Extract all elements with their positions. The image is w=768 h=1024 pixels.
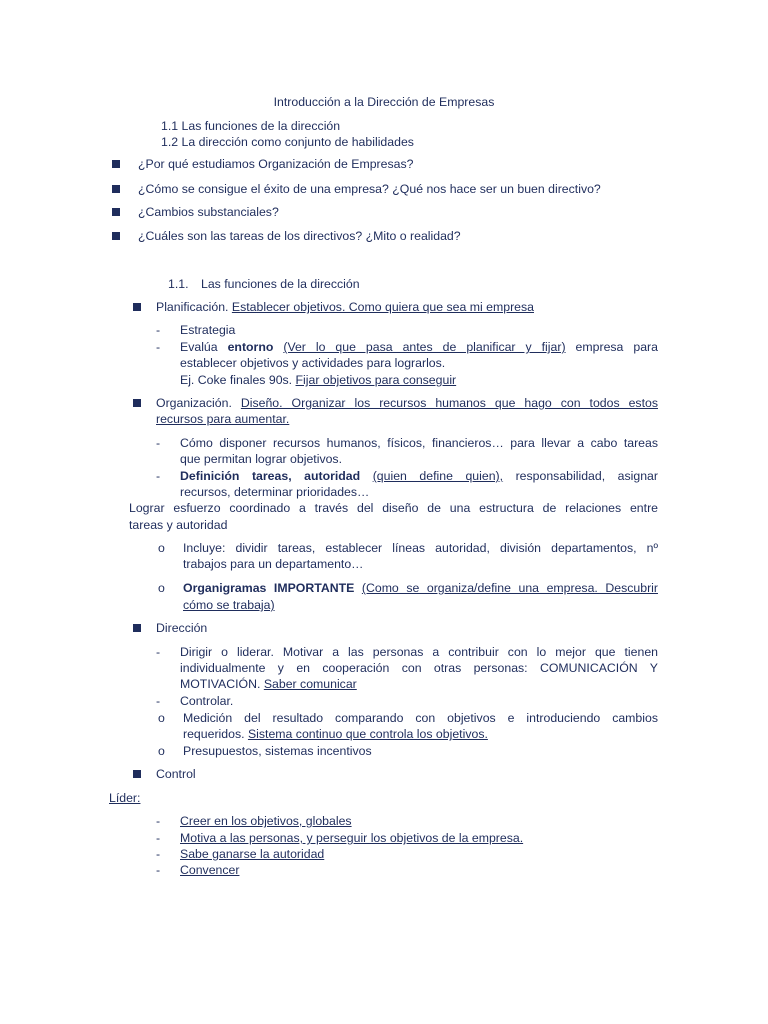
example-underlined: Fijar objetivos para conseguir [295, 373, 457, 387]
example-pre: Ej. Coke finales 90s. [180, 373, 293, 387]
organigramas-underlined: (Como se organiza/define una empresa. Descubrir [361, 581, 658, 595]
square-bullet-icon [112, 208, 120, 216]
dash-marker: - [156, 323, 161, 337]
circle-marker: o [158, 581, 165, 595]
definicion-underlined: (quien define quien), [372, 469, 504, 483]
evalua-bold: entorno [227, 340, 274, 354]
planificacion-label: Planificación. [156, 300, 229, 314]
dash-marker: - [156, 814, 161, 828]
square-bullet-icon [112, 232, 120, 240]
medicion-line-1: Medición del resultado comparando con objetivos e introduciendo cambios [183, 711, 658, 725]
lider-item: Sabe ganarse la autoridad [180, 847, 325, 861]
question-item: ¿Cómo se consigue el éxito de una empresa? ¿Qué nos hace ser un buen directivo? [138, 182, 601, 196]
dash-marker: - [156, 847, 161, 861]
lograr-line-2: tareas y autoridad [129, 518, 228, 532]
medicion-pre: requeridos. [183, 727, 245, 741]
definicion-post: responsabilidad, asignar [515, 469, 658, 483]
dirigir-line-3 [180, 676, 357, 692]
dash-marker: - [156, 831, 161, 845]
dirigir-line-2: individualmente y en cooperación con otras personas: COMUNICACIÓN Y [180, 661, 658, 675]
square-bullet-icon [133, 399, 141, 407]
square-bullet-icon [133, 303, 141, 311]
organigramas-bold: Organigramas IMPORTANTE [183, 581, 355, 595]
square-bullet-icon [133, 770, 141, 778]
dirigir-pre: MOTIVACIÓN. [180, 677, 261, 691]
question-item: ¿Cambios substanciales? [138, 205, 279, 219]
organizacion-underlined-2: recursos para aumentar. [156, 412, 290, 426]
planificacion-line [156, 299, 534, 315]
definicion-line-2: recursos, determinar prioridades… [180, 485, 370, 499]
lider-item: Creer en los objetivos, globales [180, 814, 352, 828]
organigramas-line-1 [183, 580, 658, 596]
square-bullet-icon [133, 624, 141, 632]
medicion-line-2 [183, 726, 488, 742]
dash-marker: - [156, 340, 161, 354]
square-bullet-icon [112, 160, 120, 168]
dirigir-line-1: Dirigir o liderar. Motivar a las personas a contribuir con lo mejor que tienen [180, 645, 658, 659]
lider-item: Motiva a las personas, y perseguir los objetivos de la empresa. [180, 831, 524, 845]
circle-marker: o [158, 744, 165, 758]
dash-marker: - [156, 436, 161, 450]
organizacion-line-2 [156, 411, 289, 427]
circle-marker: o [158, 541, 165, 555]
dash-marker: - [156, 645, 161, 659]
section-number: 1.1. [168, 277, 189, 291]
lider-item: Convencer [180, 863, 240, 877]
evalua-pre: Evalúa [180, 340, 218, 354]
square-bullet-icon [112, 185, 120, 193]
organizacion-underlined-1: Diseño. Organizar los recursos humanos que hago con todos estos [240, 396, 658, 410]
definicion-bold: Definición tareas, autoridad [180, 469, 361, 483]
organigramas-line-2 [183, 597, 275, 613]
lider-heading: Líder: [109, 791, 141, 805]
controlar-item: Controlar. [180, 694, 234, 708]
dash-marker: - [156, 694, 161, 708]
incluye-line-2: trabajos para un departamento… [183, 557, 364, 571]
evalua-post: empresa para [575, 340, 658, 354]
definicion-line-1 [180, 468, 658, 484]
dirigir-underlined: Saber comunicar [263, 677, 357, 691]
medicion-underlined: Sistema continuo que controla los objetivos. [247, 727, 488, 741]
incluye-line-1: Incluye: dividir tareas, establecer líneas autoridad, división departamentos, nº [183, 541, 658, 555]
evalua-underlined: (Ver lo que pasa antes de planificar y fijar) [283, 340, 566, 354]
disponer-line-2: que permitan lograr objetivos. [180, 452, 342, 466]
disponer-line-1: Cómo disponer recursos humanos, físicos, financieros… para llevar a cabo tareas [180, 436, 658, 450]
organizacion-line-1 [156, 395, 658, 411]
presupuestos-item: Presupuestos, sistemas incentivos [183, 744, 372, 758]
evalua-line-1 [180, 339, 658, 355]
document-title: Introducción a la Dirección de Empresas [273, 95, 495, 109]
evalua-line-2: establecer objetivos y actividades para lograrlos. [180, 356, 446, 370]
direccion-label: Dirección [156, 621, 208, 635]
dash-marker: - [156, 863, 161, 877]
planificacion-underlined: Establecer objetivos. Como quiera que sea mi empresa [231, 300, 534, 314]
organizacion-label: Organización. [156, 396, 232, 410]
toc-item-1: 1.1 Las funciones de la dirección [161, 119, 341, 133]
lograr-line-1: Lograr esfuerzo coordinado a través del diseño de una estructura de relaciones entre [129, 501, 658, 515]
organigramas-underlined-2: cómo se trabaja) [183, 598, 275, 612]
circle-marker: o [158, 711, 165, 725]
toc-item-2: 1.2 La dirección como conjunto de habilidades [161, 135, 414, 149]
section-heading: Las funciones de la dirección [201, 277, 360, 291]
control-label: Control [156, 767, 196, 781]
example-line [180, 372, 456, 388]
question-item: ¿Por qué estudiamos Organización de Empresas? [138, 157, 414, 171]
estrategia-item: Estrategia [180, 323, 236, 337]
dash-marker: - [156, 469, 161, 483]
question-item: ¿Cuáles son las tareas de los directivos? ¿Mito o realidad? [138, 229, 461, 243]
